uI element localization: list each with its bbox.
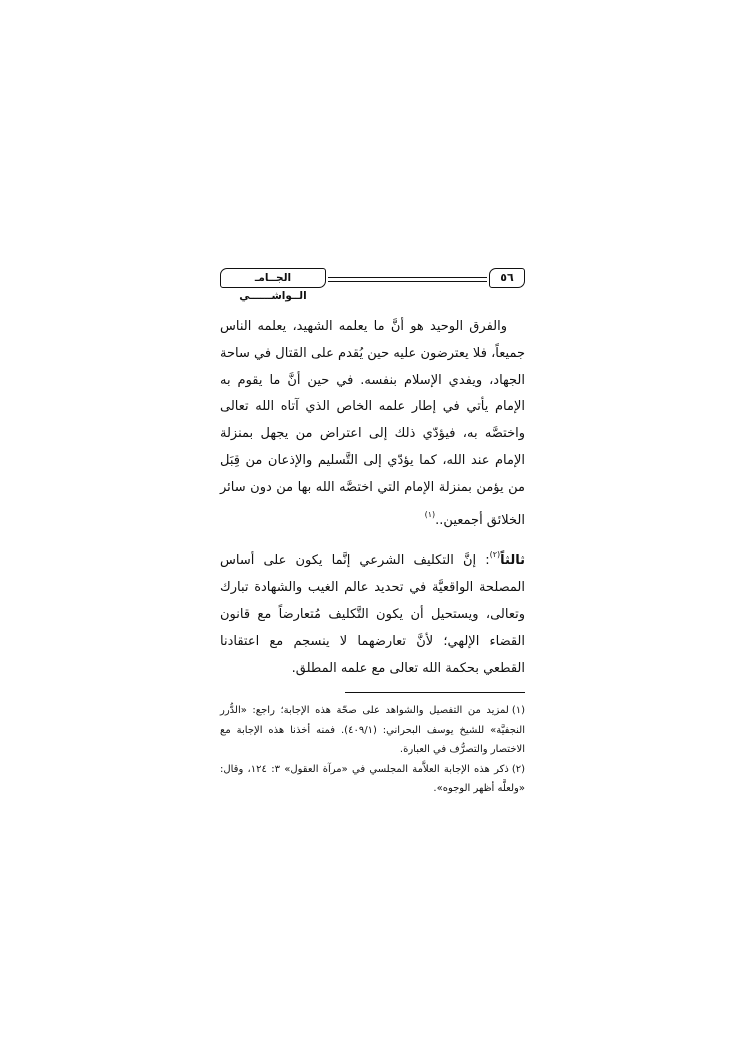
book-page — [220, 268, 525, 799]
footnote-separator — [345, 692, 525, 693]
running-header — [220, 268, 525, 302]
footnote-reference: (١) — [424, 509, 436, 519]
footnote-text: ذكر هذه الإجابة العلاَّمة المجلسي في «مرآة العقول» ٣: ١٢٤، وقال: «ولعلَّه أظهر الوجوه». — [220, 763, 525, 795]
footnotes — [220, 701, 525, 799]
page-number: ٥٦ — [489, 268, 525, 288]
paragraph-text: : إنَّ التكليف الشرعي إنَّما يكون على أساس المصلحة الواقعيَّة في تحديد عالم الغيب والشهادة تبارك وتعالى، ويستحيل أن يكون التَّكليف مُتعارضاً مع قانون القضاء الإلهي؛ لأنَّ تعارضهما لا ينسجم مع اعتقادنا القطعي بحكمة الله تعالى مع علمه المطلق. — [220, 553, 525, 676]
paragraph-text: والفرق الوحيد هو أنَّ ما يعلمه الشهيد، يعلمه الناس جميعاً، فلا يعترضون عليه حين يُقدم على القتال في ساحة الجهاد، ويفدي الإسلام بنفسه. في حين أنَّ ما يقوم به الإمام يأتي في إطار علمه الخاص الذي آتاه الله تعالى واختصَّه به، فيؤدّي ذلك إلى اعتراض من يجهل بمنزلة الإمام عند الله، كما يؤدّي إلى التَّسليم والإذعان من قِبَل من يؤمن بمنزلة الإمام التي اختصَّه الله بها من دون سائر الخلائق أجمعين.. — [220, 319, 525, 528]
footnote — [220, 701, 525, 760]
paragraph — [220, 542, 525, 682]
paragraph — [220, 314, 525, 534]
footnote-reference: (٢) — [489, 550, 501, 560]
footnote — [220, 760, 525, 799]
header-rule-lower — [328, 281, 487, 282]
main-text — [220, 314, 525, 682]
footnote-text: لمزيد من التفصيل والشواهد على صحّة هذه الإجابة؛ راجع: «الدُّرر النجفيَّة» للشيخ يوسف البحراني: (٤٠٩/١). فمنه أخذنا هذه الإجابة مع الاختصار والتصرُّف في العبارة. — [220, 705, 526, 756]
footnote-mark: (١) — [511, 705, 525, 717]
header-rule — [328, 277, 487, 278]
paragraph-lead: ثالثاً — [500, 553, 525, 569]
footnote-mark: (٢) — [511, 763, 525, 775]
book-title: الجــامـ الــواشــــــي — [220, 268, 326, 288]
